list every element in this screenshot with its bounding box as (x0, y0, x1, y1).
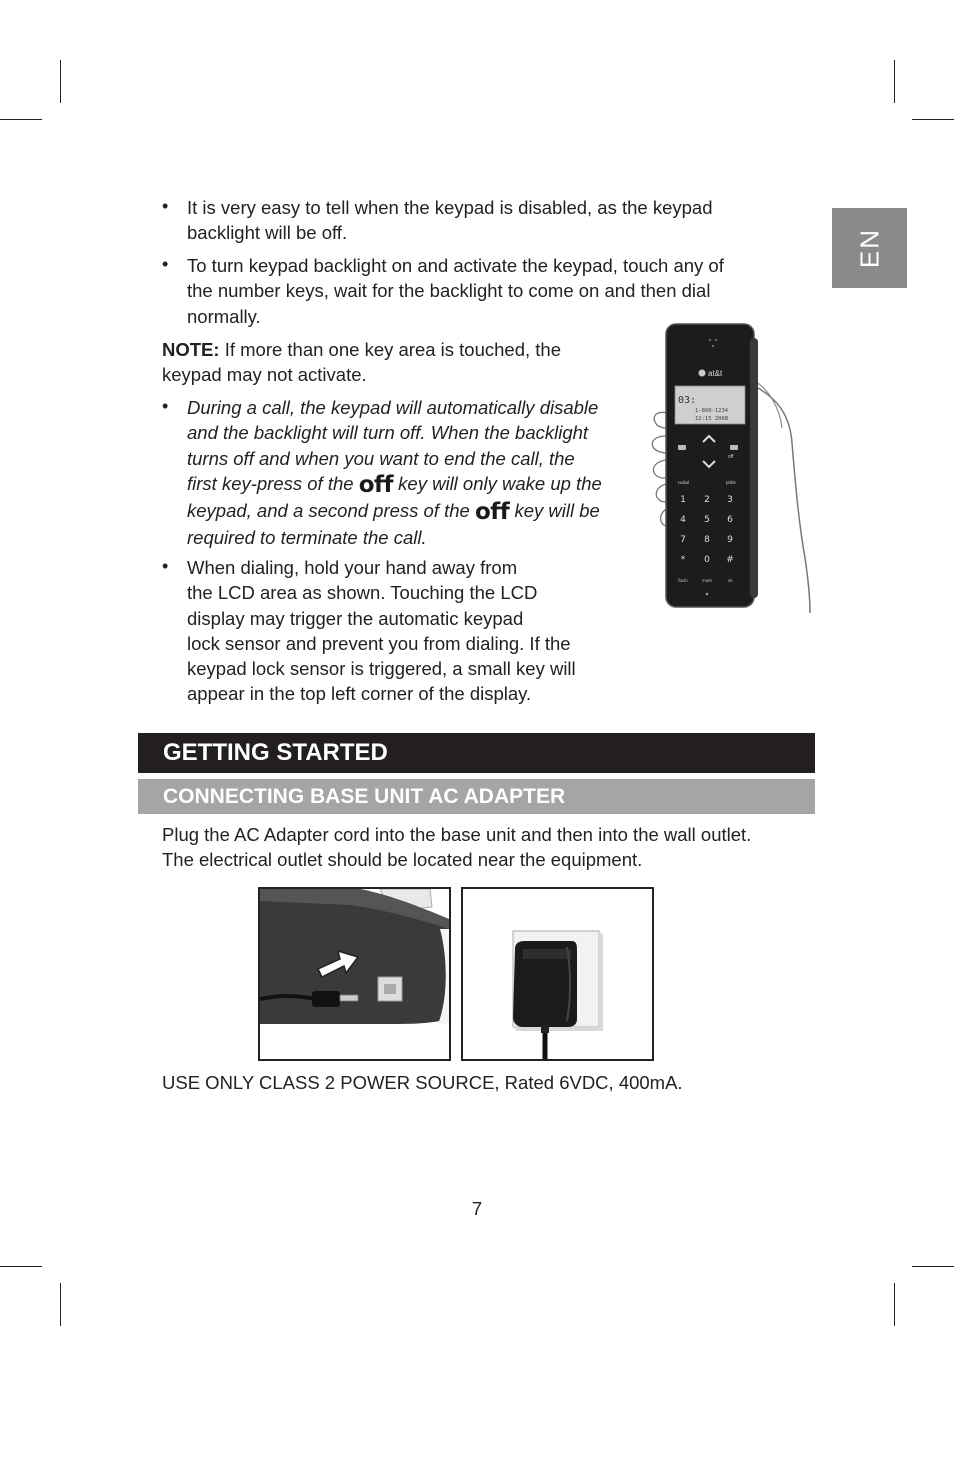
bullet-dot-icon: • (162, 254, 169, 274)
list-item-line: backlight will be off. (187, 222, 348, 244)
phone-digit-key: * (680, 555, 686, 565)
list-item-line: the LCD area as shown. Touching the LCD (187, 582, 538, 604)
off-key-icon: off (474, 499, 510, 526)
phone-key-right (730, 445, 738, 450)
hand-outline (758, 388, 810, 613)
list-item-text: keypad, and a second press of the (187, 500, 470, 522)
list-item-line: It is very easy to tell when the keypad is disabled, as the keypad (187, 197, 713, 218)
instructions-line: Plug the AC Adapter cord into the base unit and then into the wall outlet. (162, 824, 752, 845)
instructions-line: The electrical outlet should be located near the equipment. (162, 849, 643, 871)
list-item-line: To turn keypad backlight on and activate the keypad, touch any of (187, 255, 724, 276)
phone-digit-key: 9 (727, 535, 733, 545)
note-label: NOTE: (162, 339, 220, 360)
note-text: keypad may not activate. (162, 364, 367, 386)
bullet-dot-icon: • (162, 196, 169, 216)
earpiece-dot (709, 339, 711, 341)
lcd-line: 12:15 20KB (695, 416, 729, 422)
crop-mark (0, 1266, 42, 1267)
list-item-line: When dialing, hold your hand away from (187, 557, 518, 578)
section-header (138, 733, 815, 773)
phone-digit-key: 5 (704, 515, 710, 525)
wall-adapter-image (461, 887, 654, 1061)
bullet-dot-icon: • (162, 396, 169, 416)
phone-digit-key: 3 (727, 495, 733, 505)
list-item-line: During a call, the keypad will automatically disable (187, 397, 599, 418)
phone-digit-key: 4 (680, 515, 686, 525)
list-item-line: normally. (187, 305, 261, 327)
list-item-line: appear in the top left corner of the display. (187, 683, 532, 705)
subsection-title: CONNECTING BASE UNIT AC ADAPTER (163, 785, 566, 808)
list-item-line: display may trigger the automatic keypad (187, 607, 524, 629)
list-item-text: key will only wake up the (398, 472, 602, 494)
earpiece-dot (715, 339, 717, 341)
list-item-line: required to terminate the call. (187, 527, 427, 549)
language-tab-label: EN (854, 227, 884, 269)
phone-key-label: off (728, 454, 734, 460)
phone-digit-key: # (726, 555, 734, 565)
phone-digit-key: 6 (727, 515, 733, 525)
base-unit-illustration (260, 889, 449, 1059)
phone-key-label: mute (701, 578, 713, 583)
crop-mark (0, 119, 42, 120)
earpiece-dot (712, 345, 714, 347)
handset-illustration (640, 318, 815, 628)
list-item-text: key will be (514, 500, 600, 522)
language-tab (832, 208, 907, 288)
off-key-icon: off (358, 471, 394, 498)
note-text: If more than one key area is touched, the (224, 339, 561, 360)
phone-key-label: redial (678, 480, 690, 485)
lcd-line: 1-800-1234 (695, 408, 729, 414)
instructions (162, 822, 751, 873)
phone-digit-key: 8 (704, 535, 710, 545)
crop-mark (60, 60, 61, 103)
crop-mark (894, 1283, 895, 1326)
note (162, 337, 561, 388)
crop-mark (912, 1266, 954, 1267)
base-unit-image (258, 887, 451, 1061)
phone-key-label: phbk (726, 480, 736, 485)
phone-key-label: int (727, 578, 733, 583)
phone-digit-key: 7 (680, 535, 686, 545)
list-item-line: lock sensor and prevent you from dialing. If the (187, 632, 571, 654)
att-logo-icon (699, 370, 706, 377)
dc-plug (312, 991, 340, 1007)
phone-key-label: flash (678, 578, 688, 583)
list-item-line: keypad lock sensor is triggered, a small key will (187, 658, 576, 680)
phone-digit-key: 1 (680, 495, 686, 505)
crop-mark (60, 1283, 61, 1326)
bullet-dot-icon: • (162, 556, 169, 576)
phone-key-left (678, 445, 686, 450)
phone-digit-key: 2 (704, 495, 710, 505)
microphone-dot (706, 593, 709, 596)
subsection-header (138, 779, 815, 814)
power-note: USE ONLY CLASS 2 POWER SOURCE, Rated 6VDC, 400mA. (162, 1072, 683, 1093)
list-item-line (187, 471, 602, 498)
wall-adapter-illustration (463, 889, 652, 1059)
phone-digit-key: 0 (704, 555, 710, 565)
list-item-line: and the backlight will turn off. When the backlight (187, 422, 589, 444)
crop-mark (894, 60, 895, 103)
crop-mark (912, 119, 954, 120)
phone-brand: at&t (708, 369, 723, 378)
page-number: 7 (471, 1198, 483, 1219)
list-item-text: first key-press of the (187, 472, 354, 494)
handset-side (750, 338, 758, 598)
section-title: GETTING STARTED (163, 739, 388, 766)
lcd-time: 03: (678, 395, 697, 406)
list-item-line (187, 498, 602, 525)
list-item-line: turns off and when you want to end the call, the (187, 447, 575, 469)
list-item-line: the number keys, wait for the backlight to come on and then dial (187, 280, 711, 302)
